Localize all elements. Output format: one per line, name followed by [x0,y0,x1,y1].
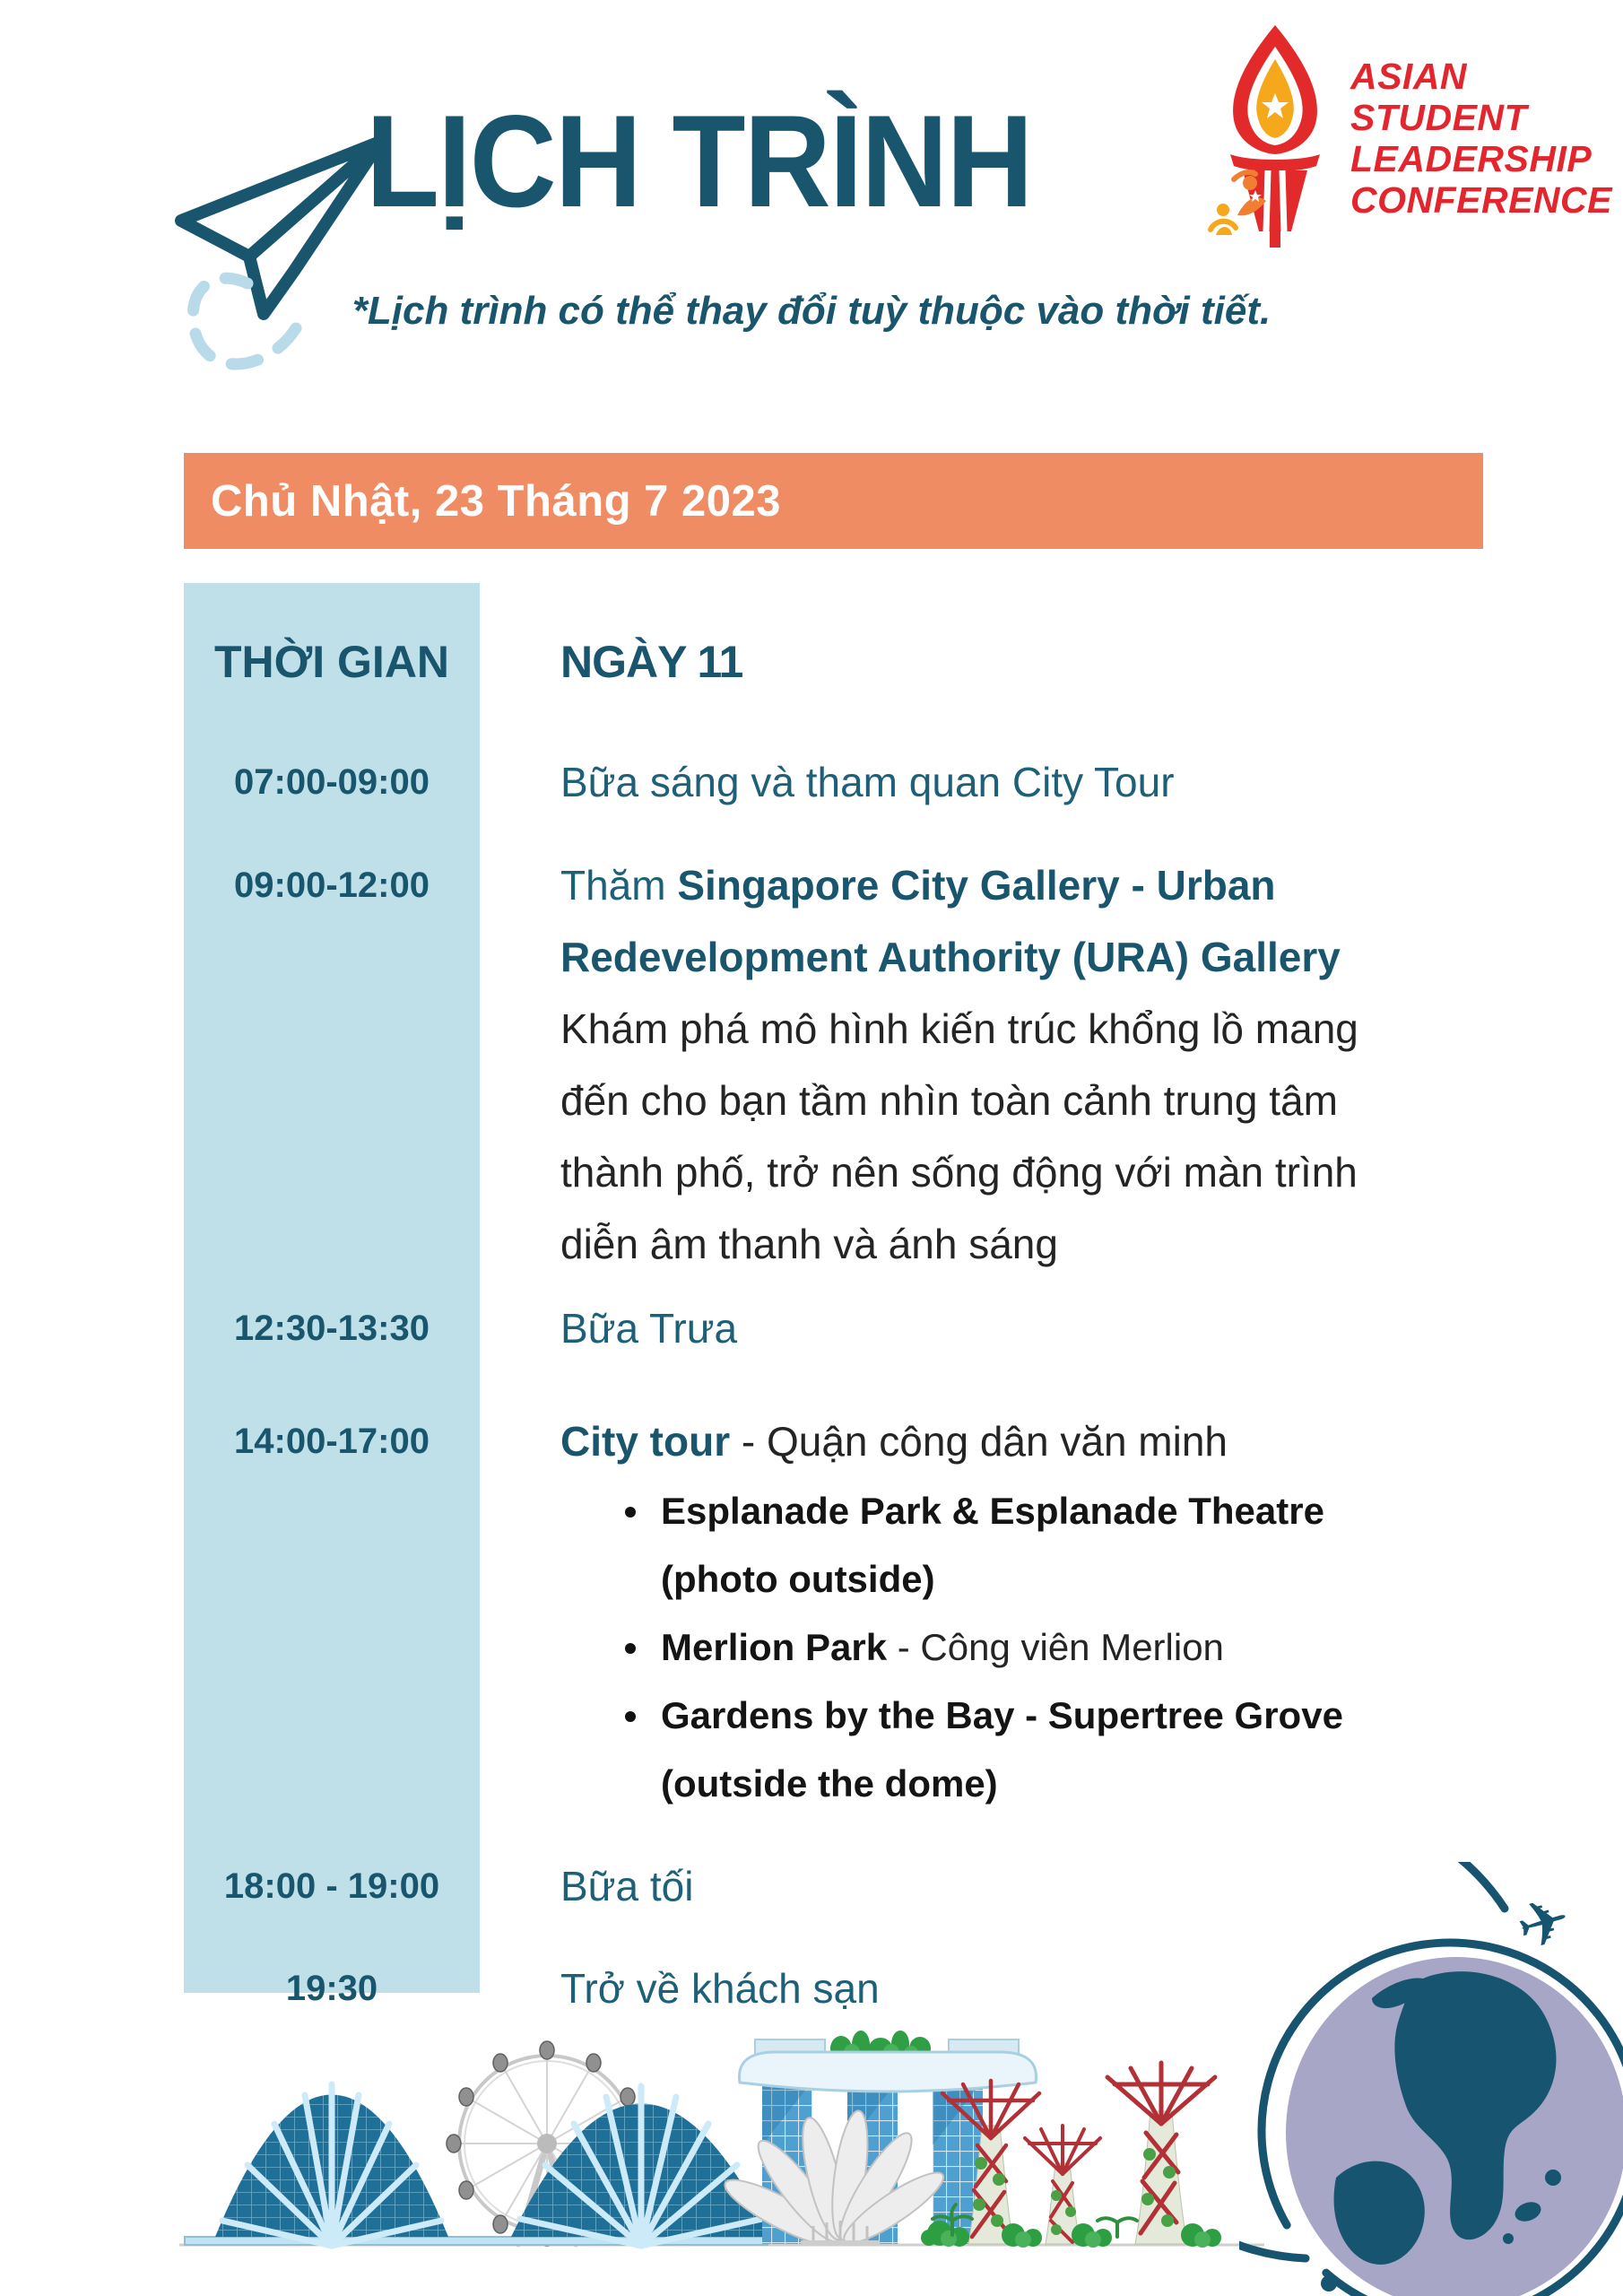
esplanade-dome [511,2086,771,2246]
schedule-header-row [184,633,1483,691]
conference-logo-text [1350,56,1612,221]
activity-bullet-item: Merlion Park - Công viên Merlion [625,1613,1408,1682]
supertree [1107,2063,1215,2244]
activity-bullet-item: Gardens by the Bay - Supertree Grove (outside the dome) [625,1682,1408,1818]
date-banner [184,453,1483,549]
date-banner-text: Chủ Nhật, 23 Tháng 7 2023 [211,476,782,526]
schedule-row [184,849,1483,1280]
activity-content [560,1292,1408,1364]
torch-flame-icon [1203,20,1347,255]
time-column-header: THỜI GIAN [213,637,450,687]
schedule-rows [184,746,1483,2024]
bullet-dot [625,1507,636,1518]
activity-line: Bữa sáng và tham quan City Tour [560,759,1175,805]
singapore-skyline-illustration [179,2029,1300,2249]
schedule-disclaimer: *Lịch trình có thể thay đổi tuỳ thuộc vào thời tiết. [352,289,1271,333]
bullet-dot [625,1643,636,1654]
globe-airplane-icon [1239,1862,1623,2296]
activity-content [560,1405,1408,1818]
logo-line: LEADERSHIP [1350,138,1593,179]
time-label: 07:00-09:00 [234,762,430,802]
activity-line: Bữa Trưa [560,1305,738,1352]
logo-line: STUDENT [1350,97,1528,138]
activity-content [560,849,1408,1280]
time-label: 14:00-17:00 [234,1422,430,1461]
logo-line: ASIAN [1350,56,1468,97]
time-label: 19:30 [285,1969,378,2008]
time-label: 18:00 - 19:00 [223,1866,440,1906]
esplanade-dome [215,2084,448,2246]
activity-line: Bữa tối [560,1863,694,1909]
time-label: 09:00-12:00 [234,865,430,905]
activity-line: Thăm Singapore City Gallery - Urban Redevelopment Authority (URA) Gallery [560,862,1341,980]
schedule-row [184,1405,1483,1818]
activity-content [560,746,1408,818]
schedule-table [184,583,1483,2024]
schedule-row [184,746,1483,818]
conference-logo [1203,20,1612,255]
activity-line: City tour - Quận công dân văn minh [560,1418,1228,1465]
activity-line: Trở về khách sạn [560,1965,880,2012]
bullet-dot [625,1711,636,1722]
day-header: NGÀY 11 [560,637,743,687]
activity-bullet-item: Esplanade Park & Esplanade Theatre (photo outside) [625,1477,1408,1613]
time-label: 12:30-13:30 [234,1309,430,1348]
airplane-glyph: ✈ [1508,1881,1580,1967]
activity-line: Khám phá mô hình kiến trúc khổng lồ mang đến cho bạn tầm nhìn toàn cảnh trung tâm thành phố, trở nên sống động với màn trình diễn âm thanh và ánh sáng [560,1005,1358,1267]
logo-line: CONFERENCE [1350,179,1612,221]
schedule-row [184,1292,1483,1364]
page-title: LỊCH TRÌNH [366,88,1032,234]
